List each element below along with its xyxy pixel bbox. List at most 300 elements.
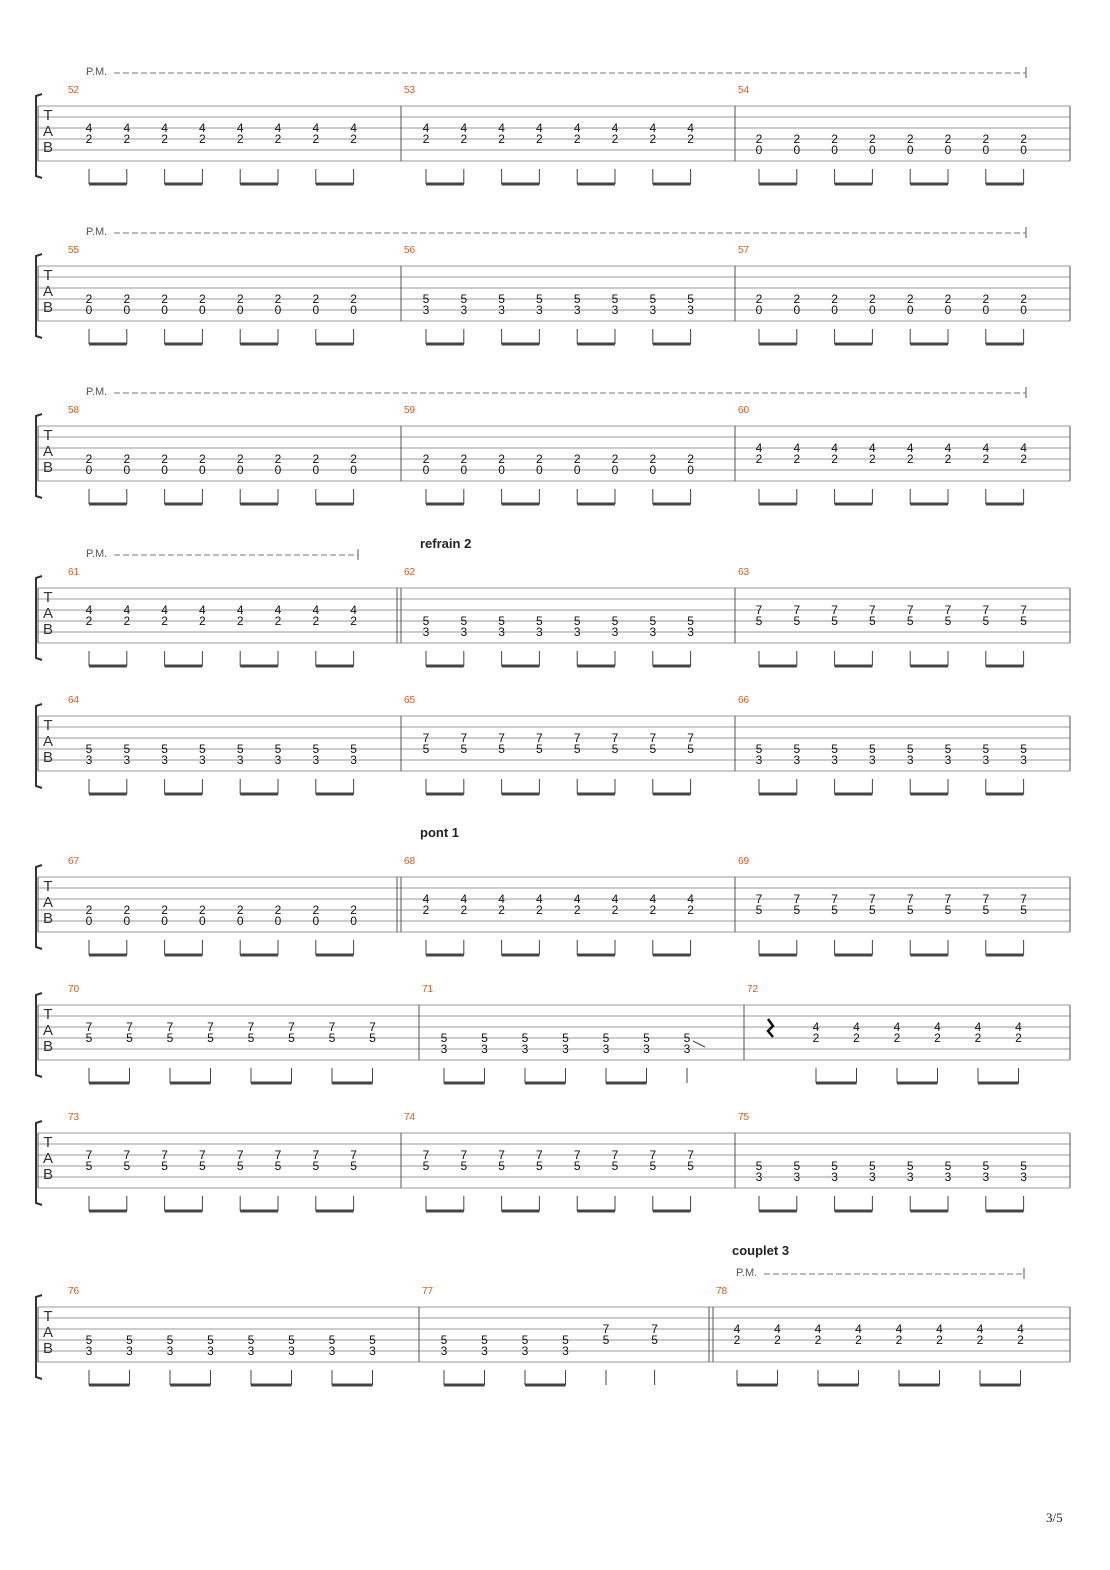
fret-number: 2: [869, 132, 876, 146]
fret-number: 4: [934, 1020, 941, 1034]
fret-number: 2: [274, 452, 282, 466]
system-bracket: [36, 414, 42, 498]
system-bracket: [36, 254, 42, 338]
fret-number: 0: [906, 303, 914, 317]
fret-number: 4: [536, 892, 543, 906]
fret-number: 5: [422, 742, 430, 756]
fret-number: 3: [611, 303, 619, 317]
fret-number: 5: [573, 1159, 581, 1173]
fret-number: 2: [814, 1333, 822, 1347]
fret-number: 2: [755, 292, 763, 306]
fret-number: 5: [350, 1159, 357, 1173]
fret-number: 5: [536, 292, 543, 306]
fret-number: 7: [312, 1148, 320, 1162]
fret-number: 2: [976, 1333, 984, 1347]
fret-number: 7: [123, 1148, 131, 1162]
fret-number: 2: [649, 452, 657, 466]
fret-number: 7: [161, 1148, 168, 1162]
fret-number: 3: [328, 1344, 336, 1358]
fret-number: 5: [944, 1159, 952, 1173]
fret-number: 5: [611, 1159, 619, 1173]
fret-number: 2: [123, 614, 131, 628]
fret-number: 5: [687, 742, 694, 756]
fret-number: 2: [422, 903, 430, 917]
fret-number: 2: [236, 452, 244, 466]
fret-number: 4: [649, 121, 657, 135]
fret-number: 4: [814, 1322, 822, 1336]
fret-number: 4: [199, 603, 206, 617]
fret-number: 2: [944, 132, 952, 146]
fret-number: 4: [350, 121, 357, 135]
fret-number: 3: [521, 1042, 529, 1056]
fret-number: 3: [906, 1170, 914, 1184]
fret-number: 4: [936, 1322, 943, 1336]
measure-number: 58: [68, 405, 80, 416]
fret-number: 2: [853, 1031, 860, 1045]
fret-number: 7: [1020, 603, 1027, 617]
fret-number: 3: [982, 1170, 990, 1184]
fret-number: 5: [649, 614, 657, 628]
fret-number: 0: [312, 463, 320, 477]
measure-number: 72: [747, 984, 759, 995]
fret-number: 7: [651, 1322, 658, 1336]
system-bracket: [36, 1121, 42, 1205]
fret-number: 5: [831, 903, 838, 917]
fret-number: 5: [602, 1031, 610, 1045]
fret-number: 7: [611, 1148, 619, 1162]
fret-number: 4: [460, 892, 468, 906]
fret-number: 0: [161, 463, 168, 477]
fret-number: 5: [1020, 614, 1027, 628]
fret-number: 5: [440, 1333, 448, 1347]
fret-number: 2: [793, 292, 801, 306]
fret-number: 2: [906, 452, 914, 466]
fret-number: 2: [236, 292, 244, 306]
fret-number: 5: [755, 742, 763, 756]
fret-number: 7: [755, 603, 763, 617]
fret-number: 5: [536, 614, 543, 628]
measure-number: 63: [738, 567, 750, 578]
fret-number: 3: [643, 1042, 650, 1056]
fret-number: 3: [199, 753, 206, 767]
palm-mute-label: P.M.: [86, 66, 108, 78]
system-bracket: [36, 704, 42, 788]
fret-number: 7: [793, 603, 801, 617]
fret-number: 7: [831, 892, 838, 906]
fret-number: 4: [85, 603, 93, 617]
fret-number: 3: [573, 303, 581, 317]
fret-number: 2: [573, 132, 581, 146]
fret-number: 4: [976, 1322, 984, 1336]
tab-system: [36, 66, 1070, 184]
fret-number: 3: [440, 1042, 448, 1056]
fret-number: 2: [774, 1333, 781, 1347]
tab-system: [36, 695, 1070, 794]
fret-number: 0: [236, 914, 244, 928]
fret-number: 5: [498, 742, 505, 756]
fret-number: 3: [687, 303, 694, 317]
fret-number: 0: [161, 914, 168, 928]
fret-number: 2: [831, 452, 838, 466]
fret-number: 3: [123, 753, 131, 767]
fret-number: 3: [831, 753, 838, 767]
fret-number: 3: [755, 753, 763, 767]
measure-number: 53: [404, 85, 416, 96]
tab-system: [36, 1112, 1070, 1211]
fret-number: 5: [793, 742, 801, 756]
fret-number: 5: [460, 1159, 468, 1173]
fret-number: 2: [869, 452, 876, 466]
fret-number: 3: [869, 1170, 876, 1184]
fret-number: 7: [573, 731, 581, 745]
fret-number: 2: [1017, 1333, 1024, 1347]
fret-number: 2: [573, 903, 581, 917]
slide-mark: [693, 1041, 705, 1047]
fret-number: 2: [460, 132, 468, 146]
fret-number: 2: [831, 292, 838, 306]
tab-system: [36, 386, 1070, 504]
section-label: couplet 3: [732, 1243, 790, 1258]
tab-system: [36, 1243, 1070, 1385]
fret-number: 4: [611, 121, 619, 135]
fret-number: 5: [328, 1031, 336, 1045]
fret-number: 2: [974, 1031, 982, 1045]
fret-number: 5: [369, 1031, 376, 1045]
fret-number: 5: [498, 614, 505, 628]
fret-number: 5: [944, 742, 952, 756]
measure-number: 75: [738, 1112, 750, 1123]
fret-number: 3: [869, 753, 876, 767]
fret-number: 2: [236, 903, 244, 917]
fret-number: 5: [350, 742, 357, 756]
palm-mute-label: P.M.: [86, 226, 108, 238]
system-bracket: [36, 1295, 42, 1379]
fret-number: 5: [166, 1333, 174, 1347]
fret-number: 7: [649, 1148, 657, 1162]
fret-number: 4: [161, 603, 168, 617]
fret-number: 2: [85, 452, 93, 466]
fret-number: 3: [944, 1170, 952, 1184]
tab-clef-letter: A: [42, 123, 54, 140]
fret-number: 4: [422, 121, 430, 135]
fret-number: 0: [123, 303, 131, 317]
fret-number: 4: [831, 441, 838, 455]
fret-number: 5: [207, 1031, 214, 1045]
quarter-rest: [768, 1019, 773, 1037]
fret-number: 3: [831, 1170, 838, 1184]
fret-number: 2: [755, 452, 763, 466]
fret-number: 3: [350, 753, 357, 767]
tab-clef-letter: B: [42, 910, 54, 927]
fret-number: 7: [288, 1020, 295, 1034]
fret-number: 2: [1020, 292, 1027, 306]
tab-system: [36, 984, 1070, 1083]
fret-number: 2: [199, 132, 206, 146]
measure-number: 64: [68, 695, 80, 706]
fret-number: 2: [161, 614, 168, 628]
fret-number: 7: [460, 731, 468, 745]
fret-number: 5: [126, 1031, 133, 1045]
fret-number: 7: [944, 603, 952, 617]
fret-number: 4: [853, 1020, 860, 1034]
fret-number: 5: [869, 614, 876, 628]
fret-number: 3: [793, 753, 801, 767]
fret-number: 0: [611, 463, 619, 477]
fret-number: 2: [350, 132, 357, 146]
fret-number: 0: [350, 914, 357, 928]
fret-number: 5: [247, 1031, 255, 1045]
fret-number: 4: [85, 121, 93, 135]
fret-number: 5: [312, 1159, 320, 1173]
fret-number: 4: [944, 441, 952, 455]
fret-number: 7: [649, 731, 657, 745]
fret-number: 2: [687, 903, 694, 917]
fret-number: 2: [573, 452, 581, 466]
fret-number: 5: [906, 1159, 914, 1173]
fret-number: 0: [649, 463, 657, 477]
system-bracket: [36, 993, 42, 1077]
fret-number: 7: [611, 731, 619, 745]
fret-number: 5: [602, 1333, 610, 1347]
fret-number: 2: [312, 452, 320, 466]
tab-clef-letter: A: [42, 283, 54, 300]
fret-number: 5: [199, 1159, 206, 1173]
fret-number: 3: [649, 303, 657, 317]
fret-number: 0: [982, 303, 990, 317]
fret-number: 5: [460, 292, 468, 306]
fret-number: 2: [982, 452, 990, 466]
fret-number: 5: [207, 1333, 214, 1347]
fret-number: 5: [166, 1031, 174, 1045]
fret-number: 4: [733, 1322, 741, 1336]
fret-number: 2: [982, 132, 990, 146]
fret-number: 4: [687, 121, 694, 135]
fret-number: 5: [199, 742, 206, 756]
fret-number: 3: [440, 1344, 448, 1358]
fret-number: 2: [123, 132, 131, 146]
fret-number: 7: [85, 1020, 93, 1034]
fret-number: 5: [460, 742, 468, 756]
fret-number: 7: [869, 603, 876, 617]
fret-number: 5: [422, 1159, 430, 1173]
fret-number: 5: [982, 903, 990, 917]
fret-number: 7: [199, 1148, 206, 1162]
fret-number: 2: [855, 1333, 862, 1347]
fret-number: 0: [536, 463, 543, 477]
measure-number: 69: [738, 856, 750, 867]
fret-number: 5: [687, 292, 694, 306]
fret-number: 0: [460, 463, 468, 477]
fret-number: 3: [1020, 753, 1027, 767]
fret-number: 0: [831, 143, 838, 157]
fret-number: 5: [422, 614, 430, 628]
fret-number: 0: [1020, 303, 1027, 317]
fret-number: 5: [85, 1031, 93, 1045]
fret-number: 2: [312, 132, 320, 146]
fret-number: 7: [536, 731, 543, 745]
fret-number: 2: [350, 614, 357, 628]
measure-number: 70: [68, 984, 80, 995]
fret-number: 2: [460, 903, 468, 917]
fret-number: 5: [982, 1159, 990, 1173]
fret-number: 2: [649, 903, 657, 917]
fret-number: 4: [199, 121, 206, 135]
fret-number: 2: [1015, 1031, 1022, 1045]
fret-number: 5: [562, 1333, 569, 1347]
fret-number: 2: [893, 1031, 901, 1045]
fret-number: 0: [199, 303, 206, 317]
fret-number: 2: [982, 292, 990, 306]
measure-number: 62: [404, 567, 416, 578]
fret-number: 7: [274, 1148, 282, 1162]
fret-number: 2: [312, 292, 320, 306]
fret-number: 4: [498, 892, 505, 906]
fret-number: 4: [312, 603, 320, 617]
fret-number: 7: [602, 1322, 610, 1336]
fret-number: 5: [288, 1031, 295, 1045]
fret-number: 3: [288, 1344, 295, 1358]
tab-clef-letter: A: [42, 1324, 54, 1341]
fret-number: 5: [161, 1159, 168, 1173]
fret-number: 0: [123, 463, 131, 477]
fret-number: 2: [274, 132, 282, 146]
fret-number: 7: [906, 603, 914, 617]
measure-number: 56: [404, 245, 416, 256]
fret-number: 2: [199, 452, 206, 466]
measure-number: 59: [404, 405, 416, 416]
fret-number: 0: [236, 463, 244, 477]
fret-number: 0: [85, 914, 93, 928]
fret-number: 7: [793, 892, 801, 906]
tab-clef-letter: B: [42, 299, 54, 316]
fret-number: 2: [1020, 452, 1027, 466]
fret-number: 2: [85, 903, 93, 917]
fret-number: 2: [944, 292, 952, 306]
tab-clef-letter: T: [43, 1134, 53, 1151]
tab-clef-letter: T: [43, 267, 53, 284]
fret-number: 2: [611, 903, 619, 917]
fret-number: 4: [974, 1020, 982, 1034]
fret-number: 7: [982, 603, 990, 617]
fret-number: 5: [573, 614, 581, 628]
fret-number: 5: [831, 1159, 838, 1173]
fret-number: 0: [161, 303, 168, 317]
fret-number: 3: [1020, 1170, 1027, 1184]
measure-number: 66: [738, 695, 750, 706]
fret-number: 3: [236, 753, 244, 767]
fret-number: 4: [573, 892, 581, 906]
measure-number: 54: [738, 85, 750, 96]
fret-number: 0: [687, 463, 694, 477]
fret-number: 3: [460, 303, 468, 317]
fret-number: 5: [328, 1333, 336, 1347]
fret-number: 3: [536, 303, 543, 317]
fret-number: 2: [422, 452, 430, 466]
fret-number: 3: [422, 625, 430, 639]
fret-number: 5: [481, 1333, 488, 1347]
fret-number: 3: [562, 1344, 569, 1358]
fret-number: 7: [126, 1020, 133, 1034]
fret-number: 0: [85, 463, 93, 477]
fret-number: 7: [687, 1148, 694, 1162]
fret-number: 7: [944, 892, 952, 906]
fret-number: 5: [793, 903, 801, 917]
fret-number: 4: [869, 441, 876, 455]
tab-clef-letter: B: [42, 749, 54, 766]
palm-mute-label: P.M.: [86, 548, 108, 560]
fret-number: 5: [643, 1031, 650, 1045]
fret-number: 0: [350, 463, 357, 477]
fret-number: 2: [498, 132, 505, 146]
fret-number: 4: [855, 1322, 862, 1336]
tab-system: [36, 825, 1070, 955]
fret-number: 5: [687, 614, 694, 628]
palm-mute-label: P.M.: [736, 1267, 758, 1279]
fret-number: 0: [831, 303, 838, 317]
fret-number: 3: [687, 625, 694, 639]
fret-number: 0: [236, 303, 244, 317]
fret-number: 4: [893, 1020, 901, 1034]
fret-number: 3: [460, 625, 468, 639]
fret-number: 0: [944, 303, 952, 317]
fret-number: 2: [123, 292, 131, 306]
fret-number: 2: [498, 452, 505, 466]
fret-number: 4: [812, 1020, 820, 1034]
fret-number: 7: [328, 1020, 336, 1034]
fret-number: 3: [126, 1344, 133, 1358]
fret-number: 0: [906, 143, 914, 157]
fret-number: 0: [199, 914, 206, 928]
tab-clef-letter: T: [43, 717, 53, 734]
fret-number: 5: [869, 903, 876, 917]
fret-number: 5: [85, 1159, 93, 1173]
fret-number: 5: [944, 903, 952, 917]
fret-number: 2: [85, 292, 93, 306]
tab-system: [36, 536, 1070, 666]
fret-number: 4: [1020, 441, 1027, 455]
fret-number: 4: [649, 892, 657, 906]
fret-number: 0: [944, 143, 952, 157]
fret-number: 7: [369, 1020, 376, 1034]
fret-number: 2: [350, 292, 357, 306]
fret-number: 2: [312, 903, 320, 917]
measure-number: 78: [716, 1286, 728, 1297]
tab-clef-letter: B: [42, 139, 54, 156]
fret-number: 3: [683, 1042, 691, 1056]
fret-number: 0: [755, 143, 763, 157]
fret-number: 3: [166, 1344, 174, 1358]
fret-number: 4: [755, 441, 763, 455]
fret-number: 2: [274, 292, 282, 306]
fret-number: 2: [944, 452, 952, 466]
measure-number: 76: [68, 1286, 80, 1297]
fret-number: 2: [498, 903, 505, 917]
fret-number: 5: [683, 1031, 691, 1045]
tab-system: [36, 226, 1070, 344]
system-bracket: [36, 865, 42, 949]
fret-number: 5: [312, 742, 320, 756]
fret-number: 0: [793, 143, 801, 157]
fret-number: 2: [460, 452, 468, 466]
fret-number: 3: [312, 753, 320, 767]
fret-number: 2: [312, 614, 320, 628]
fret-number: 5: [274, 1159, 282, 1173]
fret-number: 5: [869, 742, 876, 756]
fret-number: 7: [422, 1148, 430, 1162]
fret-number: 0: [869, 143, 876, 157]
fret-number: 7: [869, 892, 876, 906]
fret-number: 5: [982, 742, 990, 756]
